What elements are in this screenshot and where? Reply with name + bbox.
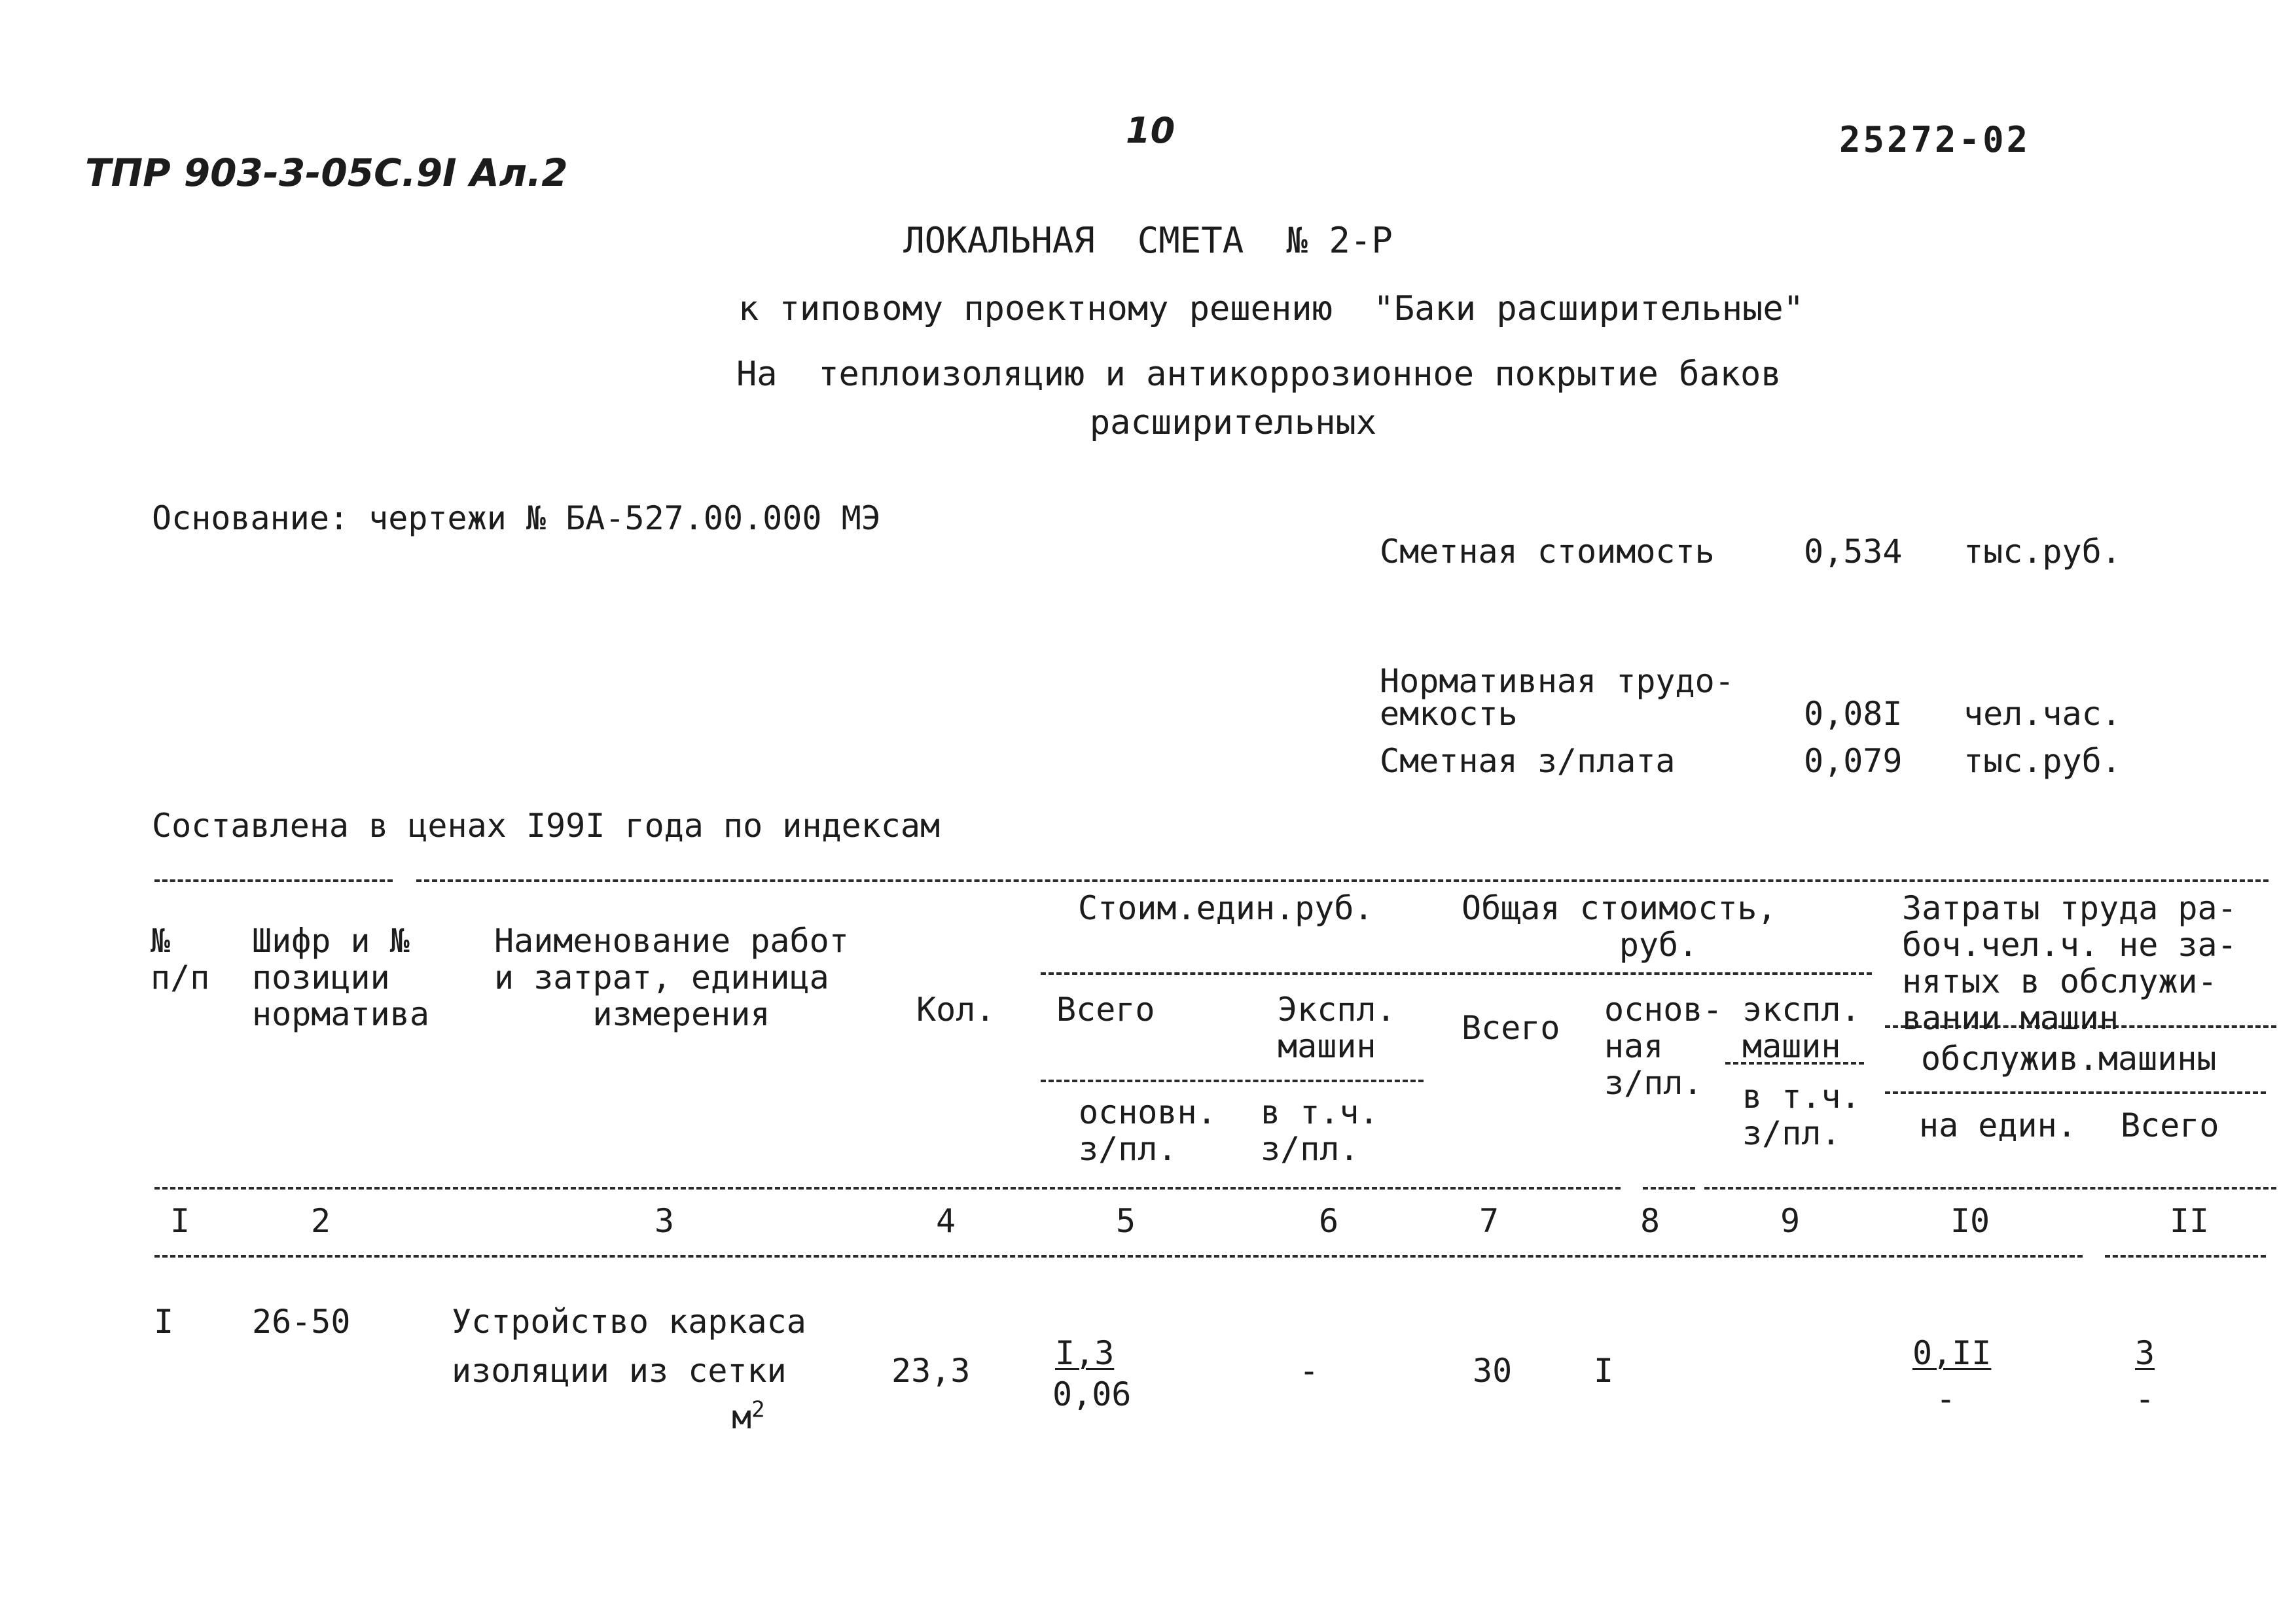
row-total-base: I: [1594, 1352, 1614, 1390]
doc-number: 25272-02: [1839, 119, 2031, 160]
header-total-machine: экспл. машин: [1742, 991, 1861, 1065]
header-unit-cost: Стоим.един.руб.: [1078, 889, 1374, 927]
labor-label-2: емкость: [1380, 695, 1518, 733]
basis-line: Основание: чертежи № БА-527.00.000 МЭ: [152, 499, 881, 537]
rule-head-bottom-right: [1704, 1187, 2276, 1190]
header-total-all: Всего: [1462, 1009, 1560, 1047]
header-total-cost: Общая стоимость, руб.: [1462, 889, 1777, 964]
col-number-3: 3: [654, 1202, 675, 1240]
rule-numbers-bottom-right: [2105, 1255, 2266, 1258]
row-labor-total-top: 3: [2135, 1334, 2155, 1372]
header-labor-per-unit: на един.: [1919, 1106, 2077, 1144]
col-number-4: 4: [935, 1202, 956, 1240]
page-number: 10: [1126, 110, 1175, 151]
rule-top-left: [154, 879, 393, 882]
labor-label-1: Нормативная трудо-: [1380, 662, 1734, 700]
header-name: Наименование работ и затрат, единица измерения: [494, 922, 849, 1033]
salary-unit: тыс.руб.: [1964, 742, 2121, 780]
row-unit-base-salary: 0,06: [1052, 1375, 1132, 1413]
row-total-all: 30: [1473, 1352, 1513, 1390]
row-num: I: [154, 1303, 174, 1341]
cost-value: 0,534: [1804, 533, 1903, 571]
header-labor-total: Всего: [2121, 1106, 2219, 1144]
estimate-purpose-cont: расширительных: [1089, 403, 1377, 442]
estimate-subtitle: к типовому проектному решению "Баки расширительные": [738, 289, 1804, 328]
header-total-base: основ- ная з/пл.: [1604, 991, 1723, 1102]
col-number-6: 6: [1318, 1202, 1339, 1240]
rule-head-bottom-gap: [1643, 1187, 1695, 1190]
col-number-1: I: [170, 1202, 190, 1240]
cost-unit: тыс.руб.: [1964, 533, 2121, 571]
header-labor: Затраты труда ра- боч.чел.ч. не за- нятых в обслужи- вании машин: [1902, 889, 2237, 1037]
header-unit-incl-salary: в т.ч. з/пл.: [1261, 1093, 1379, 1168]
row-unit: $м^2$: [732, 1396, 765, 1436]
rule-unit-sub: [1041, 1080, 1424, 1082]
salary-label: Сметная з/плата: [1380, 742, 1676, 780]
row-code: 26-50: [252, 1303, 351, 1341]
header-qty: Кол.: [916, 991, 996, 1029]
col-number-11: II: [2169, 1202, 2210, 1240]
estimate-title: ЛОКАЛЬНАЯ СМЕТА № 2-Р: [903, 220, 1393, 261]
col-number-8: 8: [1640, 1202, 1660, 1240]
row-unit-machine: -: [1299, 1352, 1319, 1390]
header-unit-total: Всего: [1056, 991, 1155, 1029]
estimate-purpose: На теплоизоляцию и антикоррозионное покрытие баков: [736, 355, 1782, 394]
col-number-9: 9: [1780, 1202, 1801, 1240]
col-number-10: I0: [1950, 1202, 1990, 1240]
row-unit-total: I,3: [1055, 1334, 1115, 1372]
row-name-line2: изоляции из сетки: [452, 1352, 787, 1390]
rule-labor-sub: [1885, 1091, 2266, 1094]
rule-numbers-bottom: [154, 1255, 2083, 1258]
header-num: № п/п: [151, 922, 210, 997]
row-qty: 23,3: [891, 1352, 971, 1390]
labor-value: 0,08I: [1804, 695, 1903, 733]
rule-top: [416, 879, 2269, 882]
col-number-7: 7: [1479, 1202, 1499, 1240]
document-code: ТПР 903-3-05С.9I Ал.2: [85, 150, 568, 195]
prices-note: Составлена в ценах I99I года по индексам: [152, 807, 941, 845]
col-number-5: 5: [1115, 1202, 1136, 1240]
labor-unit: чел.час.: [1964, 695, 2121, 733]
header-labor-service: обслужив.машины: [1921, 1040, 2217, 1078]
header-code: Шифр и № позиции норматива: [252, 922, 429, 1033]
row-name-line1: Устройство каркаса: [452, 1303, 806, 1341]
rule-unit-cost: [1041, 972, 1872, 975]
header-unit-base-salary: основн. з/пл.: [1079, 1093, 1217, 1168]
cost-label: Сметная стоимость: [1380, 533, 1715, 571]
row-labor-per-unit-top: 0,II: [1912, 1334, 1992, 1372]
header-total-incl-salary: в т.ч. з/пл.: [1742, 1078, 1861, 1152]
col-number-2: 2: [310, 1202, 331, 1240]
rule-head-bottom: [154, 1187, 1621, 1190]
salary-value: 0,079: [1804, 742, 1903, 780]
row-labor-per-unit-bottom: -: [1936, 1380, 1956, 1418]
row-labor-total-bottom: -: [2135, 1380, 2155, 1418]
header-unit-machine: Экспл. машин: [1278, 991, 1396, 1065]
